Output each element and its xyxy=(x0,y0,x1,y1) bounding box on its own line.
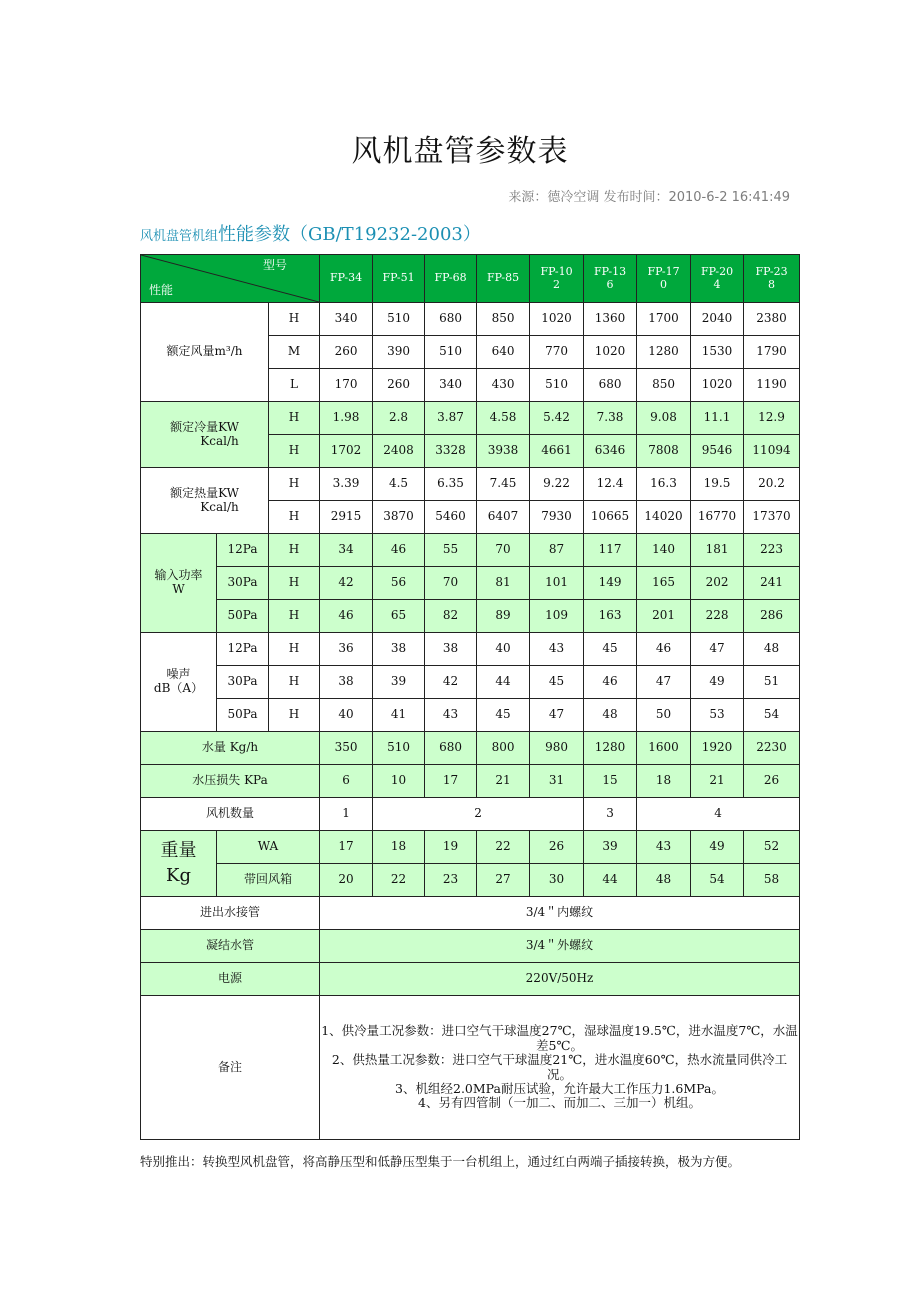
pressure-cell: 30Pa xyxy=(217,567,269,600)
value-cell: 7808 xyxy=(637,435,691,468)
value-cell: 1280 xyxy=(637,336,691,369)
drain-row xyxy=(141,930,800,963)
value-cell: 2040 xyxy=(691,303,744,336)
value-cell: 48 xyxy=(584,699,637,732)
value-cell: 11094 xyxy=(744,435,800,468)
page-title: 风机盘管参数表 xyxy=(351,134,569,169)
value-cell: 70 xyxy=(425,567,477,600)
spec-table xyxy=(140,254,800,1140)
value-cell: 45 xyxy=(584,633,637,666)
value-cell: 165 xyxy=(637,567,691,600)
value-cell: 58 xyxy=(744,864,800,897)
value-cell: 170 xyxy=(320,369,373,402)
power-row xyxy=(141,534,800,567)
source-line: 来源：德冷空调 发布时间：2010-6-2 16:41:49 xyxy=(508,190,790,205)
model-header-cell: FP-13 6 xyxy=(584,255,637,303)
value-cell: 47 xyxy=(637,666,691,699)
value-cell: 46 xyxy=(637,633,691,666)
value-cell: 81 xyxy=(477,567,530,600)
value-cell: 980 xyxy=(530,732,584,765)
power-supply-value: 220V/50Hz xyxy=(320,963,800,996)
footer-note: 特别推出：转换型风机盘管，将高静压型和低静压型集于一台机组上，通过红白两端子插接转换，极为方便。 xyxy=(140,1154,741,1169)
value-cell: 6407 xyxy=(477,501,530,534)
value-cell: 17370 xyxy=(744,501,800,534)
value-cell: 350 xyxy=(320,732,373,765)
value-cell: 6.35 xyxy=(425,468,477,501)
heating-label xyxy=(141,468,269,534)
value-cell: 140 xyxy=(637,534,691,567)
speed-cell: H xyxy=(269,699,320,732)
value-cell: 3328 xyxy=(425,435,477,468)
spec-table-body xyxy=(141,255,800,1140)
value-cell: 340 xyxy=(425,369,477,402)
value-cell: 1702 xyxy=(320,435,373,468)
model-header-cell: FP-10 2 xyxy=(530,255,584,303)
value-cell: 680 xyxy=(584,369,637,402)
airflow-row xyxy=(141,303,800,336)
value-cell: 7.45 xyxy=(477,468,530,501)
value-cell: 16770 xyxy=(691,501,744,534)
inlet-label: 进出水接管 xyxy=(141,897,320,930)
weight-row xyxy=(141,831,800,864)
model-header-cell: FP-34 xyxy=(320,255,373,303)
value-cell: 36 xyxy=(320,633,373,666)
cooling-label-kcal: Kcal/h xyxy=(200,433,239,448)
fan-count-cell: 4 xyxy=(637,798,800,831)
value-cell: 11.1 xyxy=(691,402,744,435)
value-cell: 5460 xyxy=(425,501,477,534)
weight-label xyxy=(141,831,217,897)
value-cell: 21 xyxy=(477,765,530,798)
value-cell: 18 xyxy=(637,765,691,798)
value-cell: 40 xyxy=(320,699,373,732)
value-cell: 12.9 xyxy=(744,402,800,435)
remark-line: 3、机组经2.0MPa耐压试验，允许最大工作压力1.6MPa。 xyxy=(395,1080,724,1096)
noise-row xyxy=(141,666,800,699)
value-cell: 1530 xyxy=(691,336,744,369)
value-cell: 2230 xyxy=(744,732,800,765)
value-cell: 48 xyxy=(744,633,800,666)
model-header-cell: FP-23 8 xyxy=(744,255,800,303)
value-cell: 7930 xyxy=(530,501,584,534)
value-cell: 7.38 xyxy=(584,402,637,435)
pressure-cell: 50Pa xyxy=(217,600,269,633)
value-cell: 2915 xyxy=(320,501,373,534)
value-cell: 50 xyxy=(637,699,691,732)
value-cell: 49 xyxy=(691,666,744,699)
value-cell: 3.87 xyxy=(425,402,477,435)
value-cell: 9.08 xyxy=(637,402,691,435)
inlet-value: 3/4＂内螺纹 xyxy=(320,897,800,930)
value-cell: 87 xyxy=(530,534,584,567)
power-label xyxy=(141,534,217,633)
speed-cell: M xyxy=(269,336,320,369)
value-cell: 45 xyxy=(530,666,584,699)
value-cell: 4.5 xyxy=(373,468,425,501)
value-cell: 38 xyxy=(320,666,373,699)
pressure-cell: 12Pa xyxy=(217,633,269,666)
value-cell: 14020 xyxy=(637,501,691,534)
subtitle-prefix: 风机盘管机组 xyxy=(140,229,219,244)
heating-row xyxy=(141,468,800,501)
value-cell: 47 xyxy=(691,633,744,666)
value-cell: 27 xyxy=(477,864,530,897)
value-cell: 39 xyxy=(373,666,425,699)
weight-variant-cell: 带回风箱 xyxy=(217,864,320,897)
value-cell: 510 xyxy=(373,303,425,336)
value-cell: 101 xyxy=(530,567,584,600)
noise-unit: dB（A） xyxy=(153,681,204,695)
remark-line: 2、供热量工况参数：进口空气干球温度21℃，进水温度60℃，热水流量同供冷工况。 xyxy=(331,1052,788,1082)
pressure-loss-row xyxy=(141,765,800,798)
power-supply-row xyxy=(141,963,800,996)
value-cell: 109 xyxy=(530,600,584,633)
value-cell: 3.39 xyxy=(320,468,373,501)
value-cell: 241 xyxy=(744,567,800,600)
inlet-row xyxy=(141,897,800,930)
value-cell: 16.3 xyxy=(637,468,691,501)
value-cell: 89 xyxy=(477,600,530,633)
value-cell: 286 xyxy=(744,600,800,633)
value-cell: 54 xyxy=(744,699,800,732)
value-cell: 46 xyxy=(584,666,637,699)
value-cell: 20.2 xyxy=(744,468,800,501)
speed-cell: H xyxy=(269,534,320,567)
weight-variant-cell: WA xyxy=(217,831,320,864)
value-cell: 43 xyxy=(425,699,477,732)
heating-label-kw: 额定热量KW xyxy=(170,485,239,500)
speed-cell: H xyxy=(269,633,320,666)
value-cell: 2.8 xyxy=(373,402,425,435)
power-unit: W xyxy=(172,582,185,596)
value-cell: 49 xyxy=(691,831,744,864)
value-cell: 223 xyxy=(744,534,800,567)
power-row xyxy=(141,600,800,633)
value-cell: 23 xyxy=(425,864,477,897)
remark-line: 1、供冷量工况参数：进口空气干球温度27℃，湿球温度19.5℃，进水温度7℃，水温差5℃。 xyxy=(321,1023,798,1053)
weight-label-text: 重量 xyxy=(160,840,197,862)
model-header-cell: FP-68 xyxy=(425,255,477,303)
speed-cell: H xyxy=(269,303,320,336)
remarks-label: 备注 xyxy=(141,996,320,1140)
remark-line: 4、另有四管制（一加二、而加二、三加一）机组。 xyxy=(418,1095,701,1111)
cooling-label xyxy=(141,402,269,468)
value-cell: 43 xyxy=(530,633,584,666)
value-cell: 1280 xyxy=(584,732,637,765)
value-cell: 260 xyxy=(373,369,425,402)
value-cell: 12.4 xyxy=(584,468,637,501)
value-cell: 82 xyxy=(425,600,477,633)
value-cell: 1790 xyxy=(744,336,800,369)
weight-unit: Kg xyxy=(166,864,191,886)
noise-label xyxy=(141,633,217,732)
value-cell: 202 xyxy=(691,567,744,600)
model-header-cell: FP-20 4 xyxy=(691,255,744,303)
value-cell: 42 xyxy=(425,666,477,699)
value-cell: 15 xyxy=(584,765,637,798)
value-cell: 70 xyxy=(477,534,530,567)
speed-cell: H xyxy=(269,435,320,468)
value-cell: 10 xyxy=(373,765,425,798)
value-cell: 30 xyxy=(530,864,584,897)
value-cell: 53 xyxy=(691,699,744,732)
value-cell: 201 xyxy=(637,600,691,633)
value-cell: 510 xyxy=(425,336,477,369)
drain-label: 凝结水管 xyxy=(141,930,320,963)
value-cell: 51 xyxy=(744,666,800,699)
value-cell: 38 xyxy=(373,633,425,666)
cooling-row xyxy=(141,402,800,435)
header-corner-cell xyxy=(141,255,320,303)
performance-header-label: 性能 xyxy=(149,283,174,298)
value-cell: 17 xyxy=(320,831,373,864)
value-cell: 65 xyxy=(373,600,425,633)
noise-label-text: 噪声 xyxy=(166,667,191,682)
value-cell: 44 xyxy=(584,864,637,897)
value-cell: 149 xyxy=(584,567,637,600)
value-cell: 3938 xyxy=(477,435,530,468)
value-cell: 800 xyxy=(477,732,530,765)
value-cell: 390 xyxy=(373,336,425,369)
value-cell: 56 xyxy=(373,567,425,600)
pressure-cell: 30Pa xyxy=(217,666,269,699)
model-header-cell: FP-17 0 xyxy=(637,255,691,303)
value-cell: 18 xyxy=(373,831,425,864)
value-cell: 39 xyxy=(584,831,637,864)
value-cell: 46 xyxy=(373,534,425,567)
value-cell: 1920 xyxy=(691,732,744,765)
speed-cell: H xyxy=(269,666,320,699)
power-label-text: 输入功率 xyxy=(154,568,203,583)
speed-cell: H xyxy=(269,567,320,600)
value-cell: 26 xyxy=(530,831,584,864)
value-cell: 43 xyxy=(637,831,691,864)
noise-row xyxy=(141,699,800,732)
value-cell: 181 xyxy=(691,534,744,567)
value-cell: 680 xyxy=(425,732,477,765)
airflow-label: 额定风量m³/h xyxy=(141,303,269,402)
value-cell: 10665 xyxy=(584,501,637,534)
value-cell: 40 xyxy=(477,633,530,666)
value-cell: 163 xyxy=(584,600,637,633)
value-cell: 2408 xyxy=(373,435,425,468)
value-cell: 1.98 xyxy=(320,402,373,435)
value-cell: 1600 xyxy=(637,732,691,765)
value-cell: 1020 xyxy=(530,303,584,336)
value-cell: 48 xyxy=(637,864,691,897)
remarks-row xyxy=(141,996,800,1140)
value-cell: 850 xyxy=(477,303,530,336)
value-cell: 1020 xyxy=(691,369,744,402)
speed-cell: H xyxy=(269,501,320,534)
pressure-loss-label: 水压损失 KPa xyxy=(141,765,320,798)
value-cell: 640 xyxy=(477,336,530,369)
fan-count-cell: 2 xyxy=(373,798,584,831)
value-cell: 4661 xyxy=(530,435,584,468)
value-cell: 22 xyxy=(477,831,530,864)
value-cell: 42 xyxy=(320,567,373,600)
value-cell: 20 xyxy=(320,864,373,897)
value-cell: 1700 xyxy=(637,303,691,336)
water-flow-label: 水量 Kg/h xyxy=(141,732,320,765)
value-cell: 31 xyxy=(530,765,584,798)
value-cell: 47 xyxy=(530,699,584,732)
value-cell: 6346 xyxy=(584,435,637,468)
value-cell: 19.5 xyxy=(691,468,744,501)
value-cell: 17 xyxy=(425,765,477,798)
value-cell: 340 xyxy=(320,303,373,336)
subtitle-main: 性能参数（GB/T19232-2003） xyxy=(218,224,481,245)
weight-row xyxy=(141,864,800,897)
value-cell: 26 xyxy=(744,765,800,798)
heating-label-kcal: Kcal/h xyxy=(200,499,239,514)
pressure-cell: 12Pa xyxy=(217,534,269,567)
model-header-cell: FP-85 xyxy=(477,255,530,303)
value-cell: 46 xyxy=(320,600,373,633)
table-subtitle xyxy=(140,220,481,246)
value-cell: 19 xyxy=(425,831,477,864)
value-cell: 38 xyxy=(425,633,477,666)
power-supply-label: 电源 xyxy=(141,963,320,996)
value-cell: 9.22 xyxy=(530,468,584,501)
value-cell: 510 xyxy=(373,732,425,765)
value-cell: 3870 xyxy=(373,501,425,534)
water-flow-row xyxy=(141,732,800,765)
remarks-cell xyxy=(320,996,800,1140)
value-cell: 2380 xyxy=(744,303,800,336)
model-header-label: 型号 xyxy=(263,258,288,272)
cooling-label-kw: 额定冷量KW xyxy=(170,419,239,434)
value-cell: 4.58 xyxy=(477,402,530,435)
value-cell: 1020 xyxy=(584,336,637,369)
value-cell: 6 xyxy=(320,765,373,798)
speed-cell: H xyxy=(269,402,320,435)
value-cell: 228 xyxy=(691,600,744,633)
noise-row xyxy=(141,633,800,666)
value-cell: 55 xyxy=(425,534,477,567)
fan-count-cell: 1 xyxy=(320,798,373,831)
value-cell: 54 xyxy=(691,864,744,897)
value-cell: 22 xyxy=(373,864,425,897)
fan-count-label: 风机数量 xyxy=(141,798,320,831)
value-cell: 1360 xyxy=(584,303,637,336)
value-cell: 1190 xyxy=(744,369,800,402)
speed-cell: H xyxy=(269,600,320,633)
value-cell: 45 xyxy=(477,699,530,732)
speed-cell: H xyxy=(269,468,320,501)
fan-count-cell: 3 xyxy=(584,798,637,831)
speed-cell: L xyxy=(269,369,320,402)
value-cell: 21 xyxy=(691,765,744,798)
value-cell: 680 xyxy=(425,303,477,336)
pressure-cell: 50Pa xyxy=(217,699,269,732)
value-cell: 9546 xyxy=(691,435,744,468)
value-cell: 770 xyxy=(530,336,584,369)
value-cell: 850 xyxy=(637,369,691,402)
value-cell: 5.42 xyxy=(530,402,584,435)
model-header-cell: FP-51 xyxy=(373,255,425,303)
value-cell: 510 xyxy=(530,369,584,402)
drain-value: 3/4＂外螺纹 xyxy=(320,930,800,963)
value-cell: 260 xyxy=(320,336,373,369)
value-cell: 44 xyxy=(477,666,530,699)
value-cell: 117 xyxy=(584,534,637,567)
value-cell: 41 xyxy=(373,699,425,732)
fan-count-row xyxy=(141,798,800,831)
value-cell: 430 xyxy=(477,369,530,402)
header-row xyxy=(141,255,800,303)
value-cell: 34 xyxy=(320,534,373,567)
value-cell: 52 xyxy=(744,831,800,864)
power-row xyxy=(141,567,800,600)
